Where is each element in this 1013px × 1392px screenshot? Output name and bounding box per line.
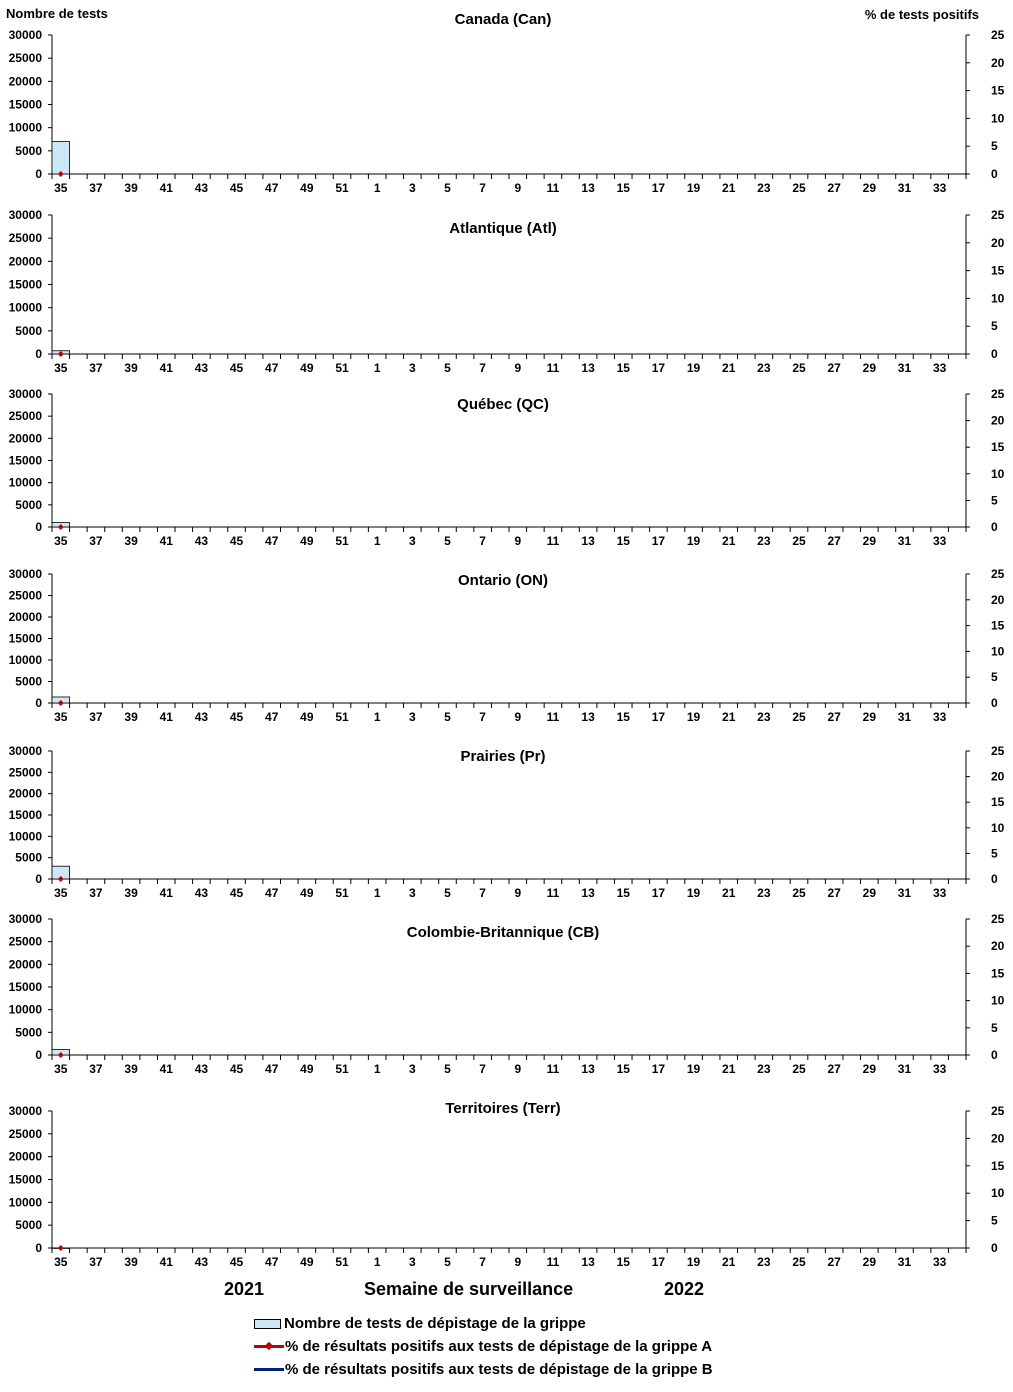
- x-tick-label: 41: [159, 886, 173, 900]
- legend-item-flu-a: [254, 1335, 713, 1358]
- y-tick-label: 20000: [8, 254, 42, 269]
- y2-tick-label: 0: [991, 520, 998, 534]
- y-tick-label: 0: [35, 167, 42, 181]
- y-tick-label: 15000: [8, 277, 42, 292]
- x-tick-label: 31: [897, 1062, 912, 1076]
- x-tick-label: 7: [479, 1062, 486, 1076]
- x-tick-label: 51: [335, 181, 349, 195]
- x-tick-label: 19: [686, 710, 701, 724]
- y-tick-label: 30000: [8, 208, 42, 222]
- x-tick-label: 9: [514, 534, 522, 548]
- y2-tick-label: 5: [991, 139, 998, 154]
- x-tick-label: 45: [229, 1255, 244, 1269]
- x-tick-label: 37: [89, 1255, 103, 1269]
- x-tick-label: 17: [651, 1255, 666, 1269]
- x-tick-label: 33: [932, 1255, 947, 1269]
- x-tick-label: 41: [159, 181, 173, 195]
- x-tick-label: 45: [229, 181, 244, 195]
- x-tick-label: 23: [757, 1255, 771, 1269]
- x-tick-label: 51: [335, 1062, 349, 1076]
- year-label-start: 2021: [224, 1279, 265, 1299]
- x-tick-label: 37: [89, 710, 103, 724]
- y-tick-label: 5000: [15, 1025, 42, 1040]
- x-tick-label: 49: [300, 1062, 314, 1076]
- y-tick-label: 0: [35, 696, 42, 710]
- x-tick-label: 29: [862, 534, 877, 548]
- legend-swatch-bar: [254, 1319, 281, 1329]
- x-tick-label: 7: [479, 361, 486, 375]
- x-tick-label: 17: [651, 534, 666, 548]
- y-tick-label: 5000: [15, 1218, 42, 1233]
- y-tick-label: 0: [35, 1048, 42, 1062]
- x-tick-label: 11: [546, 1062, 560, 1076]
- y2-tick-label: 10: [991, 820, 1005, 835]
- y-tick-label: 5000: [15, 850, 42, 865]
- x-tick-label: 31: [897, 1255, 912, 1269]
- x-tick-label: 3: [408, 534, 416, 548]
- y-tick-label: 30000: [8, 912, 42, 926]
- x-tick-label: 21: [722, 361, 736, 375]
- chart-title: Canada (Can): [454, 11, 552, 28]
- y-tick-label: 15000: [8, 631, 42, 646]
- legend-label-flu-a: % de résultats positifs aux tests de dépistage de la grippe A: [285, 1338, 713, 1355]
- y2-tick-label: 5: [991, 493, 998, 508]
- x-tick-label: 23: [757, 710, 771, 724]
- x-tick-label: 33: [932, 1062, 947, 1076]
- x-tick-label: 47: [265, 886, 279, 900]
- y2-tick-label: 10: [991, 1186, 1005, 1201]
- x-tick-label: 1: [373, 710, 381, 724]
- x-tick-label: 31: [897, 361, 912, 375]
- x-tick-label: 39: [124, 886, 138, 900]
- y2-tick-label: 0: [991, 696, 998, 710]
- y-tick-label: 10000: [8, 120, 42, 135]
- x-tick-label: 29: [862, 181, 877, 195]
- y2-tick-label: 25: [991, 567, 1005, 581]
- x-tick-label: 11: [546, 886, 560, 900]
- x-tick-label: 43: [194, 886, 209, 900]
- x-tick-label: 1: [373, 886, 381, 900]
- y-tick-label: 30000: [8, 1104, 42, 1118]
- x-tick-label: 17: [651, 710, 666, 724]
- x-tick-label: 45: [229, 886, 244, 900]
- x-tick-label: 51: [335, 886, 349, 900]
- chart-title: Atlantique (Atl): [449, 220, 557, 237]
- x-tick-label: 5: [444, 886, 451, 900]
- y-tick-label: 25000: [8, 765, 42, 780]
- x-tick-label: 7: [479, 1255, 486, 1269]
- legend-item-tests: [254, 1312, 713, 1335]
- y2-tick-label: 0: [991, 1048, 998, 1062]
- y2-tick-label: 25: [991, 208, 1005, 222]
- x-tick-label: 35: [54, 361, 68, 375]
- x-tick-label: 33: [932, 886, 947, 900]
- legend-swatch-flu-b: [254, 1368, 284, 1371]
- x-tick-label: 47: [265, 1062, 279, 1076]
- y-tick-label: 10000: [8, 300, 42, 315]
- y-tick-label: 30000: [8, 28, 42, 42]
- x-tick-label: 39: [124, 534, 138, 548]
- x-tick-label: 27: [827, 886, 841, 900]
- y2-tick-label: 25: [991, 744, 1005, 758]
- x-tick-label: 43: [194, 1255, 209, 1269]
- y-tick-label: 5000: [15, 497, 42, 512]
- y2-tick-label: 5: [991, 1020, 998, 1035]
- x-tick-label: 33: [932, 181, 947, 195]
- legend-swatch-flu-a: [254, 1345, 284, 1348]
- x-tick-label: 11: [546, 181, 560, 195]
- x-tick-label: 5: [444, 361, 451, 375]
- x-tick-label: 11: [546, 534, 560, 548]
- x-tick-label: 49: [300, 886, 314, 900]
- y2-tick-label: 10: [991, 466, 1005, 481]
- y2-tick-label: 20: [991, 1131, 1005, 1146]
- x-tick-label: 33: [932, 361, 947, 375]
- x-tick-label: 47: [265, 181, 279, 195]
- legend-label-tests: Nombre de tests de dépistage de la grippe: [284, 1315, 586, 1332]
- x-tick-label: 9: [514, 1062, 522, 1076]
- y-tick-label: 20000: [8, 610, 42, 624]
- x-tick-label: 37: [89, 1062, 103, 1076]
- x-tick-label: 13: [581, 534, 595, 548]
- x-tick-label: 15: [616, 1255, 630, 1269]
- x-tick-label: 39: [124, 181, 138, 195]
- x-tick-label: 9: [514, 361, 522, 375]
- x-tick-label: 11: [546, 710, 560, 724]
- y-tick-label: 15000: [8, 980, 42, 994]
- x-tick-label: 3: [408, 181, 416, 195]
- x-tick-label: 11: [546, 361, 560, 375]
- x-axis-title: Semaine de surveillance: [364, 1279, 574, 1299]
- x-tick-label: 39: [124, 361, 138, 375]
- legend-item-flu-b: [254, 1358, 713, 1381]
- x-tick-label: 3: [408, 1255, 416, 1269]
- x-tick-label: 7: [479, 710, 486, 724]
- y-tick-label: 15000: [8, 1172, 42, 1187]
- x-tick-label: 27: [827, 534, 841, 548]
- flu-a-point: [58, 1245, 64, 1251]
- x-tick-label: 31: [897, 534, 912, 548]
- y2-tick-label: 10: [991, 644, 1005, 659]
- x-tick-label: 15: [616, 534, 630, 548]
- x-tick-label: 47: [265, 361, 279, 375]
- x-tick-label: 17: [651, 1062, 666, 1076]
- x-tick-label: 23: [757, 181, 771, 195]
- x-tick-label: 35: [54, 1255, 68, 1269]
- x-tick-label: 25: [792, 886, 806, 900]
- x-tick-label: 7: [479, 886, 486, 900]
- y2-tick-label: 5: [991, 670, 998, 685]
- x-tick-label: 1: [373, 361, 381, 375]
- x-tick-label: 25: [792, 361, 806, 375]
- y-tick-label: 0: [35, 1241, 42, 1255]
- x-tick-label: 43: [194, 710, 209, 724]
- x-tick-label: 39: [124, 1062, 138, 1076]
- x-tick-label: 35: [54, 1062, 68, 1076]
- x-tick-label: 27: [827, 1255, 841, 1269]
- x-tick-label: 15: [616, 181, 630, 195]
- right-axis-title: % de tests positifs: [864, 7, 979, 22]
- y-tick-label: 15000: [8, 808, 42, 822]
- y-tick-label: 10000: [8, 1195, 42, 1210]
- y-tick-label: 20000: [8, 1149, 42, 1164]
- x-tick-label: 7: [479, 534, 486, 548]
- x-tick-label: 35: [54, 181, 68, 195]
- y2-tick-label: 15: [991, 966, 1005, 981]
- y-tick-label: 5000: [15, 323, 42, 338]
- x-tick-label: 51: [335, 710, 349, 724]
- y2-tick-label: 5: [991, 846, 998, 861]
- y2-tick-label: 20: [991, 769, 1005, 784]
- x-tick-label: 21: [722, 710, 736, 724]
- x-tick-label: 47: [265, 710, 279, 724]
- y-tick-label: 15000: [8, 453, 42, 468]
- y-tick-label: 5000: [15, 143, 42, 158]
- y2-tick-label: 15: [991, 440, 1005, 455]
- x-tick-label: 27: [827, 181, 841, 195]
- x-tick-label: 3: [408, 710, 416, 724]
- y-tick-label: 5000: [15, 674, 42, 689]
- legend: [254, 1312, 713, 1381]
- x-tick-label: 11: [546, 1255, 560, 1269]
- x-tick-label: 33: [932, 710, 947, 724]
- y2-tick-label: 15: [991, 263, 1005, 278]
- x-tick-label: 19: [686, 181, 701, 195]
- y-tick-label: 25000: [8, 1126, 42, 1141]
- x-tick-label: 25: [792, 1062, 806, 1076]
- y2-tick-label: 0: [991, 167, 998, 181]
- x-tick-label: 37: [89, 361, 103, 375]
- x-tick-label: 41: [159, 534, 173, 548]
- x-tick-label: 3: [408, 886, 416, 900]
- x-tick-label: 5: [444, 181, 451, 195]
- x-tick-label: 43: [194, 1062, 209, 1076]
- x-tick-label: 37: [89, 181, 103, 195]
- x-tick-label: 43: [194, 181, 209, 195]
- x-tick-label: 51: [335, 361, 349, 375]
- y2-tick-label: 10: [991, 291, 1005, 306]
- x-tick-label: 13: [581, 181, 595, 195]
- x-tick-label: 5: [444, 1062, 451, 1076]
- x-tick-label: 41: [159, 1062, 173, 1076]
- x-tick-label: 23: [757, 1062, 771, 1076]
- x-tick-label: 13: [581, 710, 595, 724]
- y2-tick-label: 20: [991, 413, 1005, 428]
- y-tick-label: 0: [35, 347, 42, 361]
- x-tick-label: 27: [827, 1062, 841, 1076]
- y-tick-label: 10000: [8, 653, 42, 667]
- x-tick-label: 49: [300, 181, 314, 195]
- x-tick-label: 19: [686, 1062, 701, 1076]
- x-tick-label: 15: [616, 886, 630, 900]
- y2-tick-label: 15: [991, 1158, 1005, 1173]
- y-tick-label: 10000: [8, 1002, 42, 1017]
- y2-tick-label: 20: [991, 55, 1005, 70]
- y-tick-label: 10000: [8, 475, 42, 490]
- y2-tick-label: 20: [991, 592, 1005, 607]
- x-tick-label: 19: [686, 534, 701, 548]
- y2-tick-label: 15: [991, 83, 1005, 98]
- x-tick-label: 33: [932, 534, 947, 548]
- x-tick-label: 5: [444, 1255, 451, 1269]
- y-tick-label: 20000: [8, 431, 42, 446]
- x-tick-label: 19: [686, 886, 701, 900]
- x-tick-label: 7: [479, 181, 486, 195]
- x-tick-label: 49: [300, 534, 314, 548]
- y-tick-label: 15000: [8, 97, 42, 112]
- x-tick-label: 29: [862, 1062, 877, 1076]
- y-tick-label: 30000: [8, 744, 42, 758]
- chart-title: Colombie-Britannique (CB): [406, 924, 600, 941]
- x-tick-label: 27: [827, 710, 841, 724]
- x-tick-label: 13: [581, 361, 595, 375]
- x-tick-label: 27: [827, 361, 841, 375]
- y2-tick-label: 10: [991, 111, 1005, 126]
- y-tick-label: 30000: [8, 387, 42, 401]
- x-tick-label: 21: [722, 534, 736, 548]
- x-tick-label: 25: [792, 1255, 806, 1269]
- x-tick-label: 17: [651, 886, 666, 900]
- x-tick-label: 23: [757, 886, 771, 900]
- y2-tick-label: 0: [991, 1241, 998, 1255]
- y2-tick-label: 25: [991, 912, 1005, 926]
- x-tick-label: 41: [159, 710, 173, 724]
- y-tick-label: 20000: [8, 74, 42, 89]
- y-tick-label: 0: [35, 520, 42, 534]
- x-tick-label: 1: [373, 181, 381, 195]
- y2-tick-label: 5: [991, 1213, 998, 1228]
- legend-label-flu-b: % de résultats positifs aux tests de dépistage de la grippe B: [285, 1361, 713, 1378]
- x-tick-label: 13: [581, 1255, 595, 1269]
- x-tick-label: 45: [229, 1062, 244, 1076]
- x-tick-label: 21: [722, 1255, 736, 1269]
- x-tick-label: 47: [265, 534, 279, 548]
- x-tick-label: 3: [408, 361, 416, 375]
- y2-tick-label: 0: [991, 347, 998, 361]
- y2-tick-label: 0: [991, 872, 998, 886]
- y-tick-label: 25000: [8, 51, 42, 66]
- x-tick-label: 39: [124, 1255, 138, 1269]
- x-tick-label: 29: [862, 1255, 877, 1269]
- x-tick-label: 1: [373, 534, 381, 548]
- x-tick-label: 5: [444, 710, 451, 724]
- x-tick-label: 19: [686, 361, 701, 375]
- x-tick-label: 21: [722, 886, 736, 900]
- x-tick-label: 23: [757, 361, 771, 375]
- x-tick-label: 13: [581, 886, 595, 900]
- y-tick-label: 25000: [8, 588, 42, 603]
- x-tick-label: 35: [54, 886, 68, 900]
- x-tick-label: 49: [300, 1255, 314, 1269]
- y-tick-label: 20000: [8, 786, 42, 801]
- x-tick-label: 15: [616, 1062, 630, 1076]
- x-tick-label: 9: [514, 1255, 522, 1269]
- x-tick-label: 41: [159, 361, 173, 375]
- x-tick-label: 49: [300, 361, 314, 375]
- x-tick-label: 3: [408, 1062, 416, 1076]
- chart-title: Territoires (Terr): [445, 1100, 561, 1117]
- x-tick-label: 13: [581, 1062, 595, 1076]
- y-tick-label: 25000: [8, 409, 42, 424]
- y-tick-label: 20000: [8, 957, 42, 972]
- x-tick-label: 45: [229, 361, 244, 375]
- x-tick-label: 49: [300, 710, 314, 724]
- x-tick-label: 43: [194, 534, 209, 548]
- x-tick-label: 17: [651, 181, 666, 195]
- chart-title: Québec (QC): [457, 396, 549, 413]
- chart-title: Prairies (Pr): [460, 748, 546, 765]
- x-tick-label: 29: [862, 886, 877, 900]
- y2-tick-label: 10: [991, 993, 1005, 1008]
- x-tick-label: 47: [265, 1255, 279, 1269]
- x-tick-label: 43: [194, 361, 209, 375]
- x-tick-label: 31: [897, 710, 912, 724]
- x-tick-label: 21: [722, 181, 736, 195]
- x-tick-label: 15: [616, 710, 630, 724]
- y2-tick-label: 25: [991, 387, 1005, 401]
- x-tick-label: 39: [124, 710, 138, 724]
- x-tick-label: 29: [862, 710, 877, 724]
- x-tick-label: 25: [792, 534, 806, 548]
- x-tick-label: 1: [373, 1062, 381, 1076]
- y-tick-label: 25000: [8, 231, 42, 246]
- y2-tick-label: 20: [991, 235, 1005, 250]
- x-tick-label: 29: [862, 361, 877, 375]
- year-label-end: 2022: [664, 1279, 705, 1299]
- y-tick-label: 0: [35, 872, 42, 886]
- x-tick-label: 31: [897, 181, 912, 195]
- y-tick-label: 30000: [8, 567, 42, 581]
- x-tick-label: 25: [792, 710, 806, 724]
- chart-title: Ontario (ON): [458, 572, 548, 589]
- x-tick-label: 35: [54, 534, 68, 548]
- x-tick-label: 37: [89, 534, 103, 548]
- y2-tick-label: 25: [991, 1104, 1005, 1118]
- x-tick-label: 51: [335, 534, 349, 548]
- y2-tick-label: 5: [991, 319, 998, 334]
- y-tick-label: 10000: [8, 829, 42, 844]
- x-tick-label: 51: [335, 1255, 349, 1269]
- bar: [52, 142, 70, 174]
- x-tick-label: 35: [54, 710, 68, 724]
- y2-tick-label: 25: [991, 28, 1005, 42]
- left-axis-title: Nombre de tests: [6, 6, 108, 21]
- x-tick-label: 21: [722, 1062, 736, 1076]
- x-tick-label: 9: [514, 886, 522, 900]
- x-tick-label: 9: [514, 710, 522, 724]
- x-tick-label: 5: [444, 534, 451, 548]
- x-tick-label: 31: [897, 886, 912, 900]
- x-tick-label: 45: [229, 710, 244, 724]
- y2-tick-label: 20: [991, 939, 1005, 954]
- y2-tick-label: 15: [991, 618, 1005, 633]
- x-tick-label: 17: [651, 361, 666, 375]
- x-tick-label: 45: [229, 534, 244, 548]
- x-tick-label: 37: [89, 886, 103, 900]
- x-tick-label: 23: [757, 534, 771, 548]
- x-tick-label: 1: [373, 1255, 381, 1269]
- x-tick-label: 25: [792, 181, 806, 195]
- x-tick-label: 19: [686, 1255, 701, 1269]
- x-tick-label: 41: [159, 1255, 173, 1269]
- y2-tick-label: 15: [991, 795, 1005, 810]
- x-tick-label: 15: [616, 361, 630, 375]
- x-tick-label: 9: [514, 181, 522, 195]
- y-tick-label: 25000: [8, 934, 42, 949]
